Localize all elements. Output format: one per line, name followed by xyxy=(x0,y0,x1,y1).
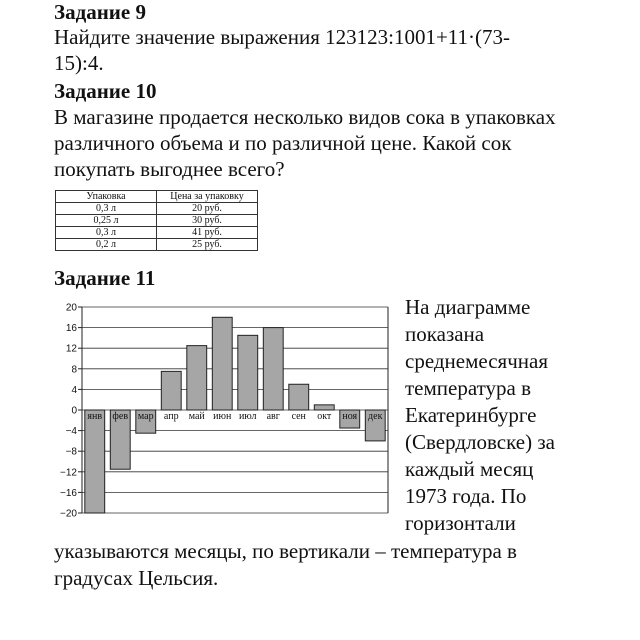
cell-price: 41 руб. xyxy=(157,227,258,239)
task11-line: На диаграмме xyxy=(405,295,531,319)
task11-line: температура в xyxy=(405,376,532,400)
y-tick-label: −20 xyxy=(60,508,77,520)
task11-line: (Свердловске) за xyxy=(405,430,555,454)
cell-price: 30 руб. xyxy=(157,215,258,227)
task11-line: указываются месяцы, по вертикали – температура в xyxy=(54,539,517,563)
task11-line: каждый месяц xyxy=(405,457,534,481)
temperature-bar-chart xyxy=(56,296,390,520)
table-header-row xyxy=(56,191,258,203)
y-tick-label: 16 xyxy=(65,323,77,335)
task9-text xyxy=(54,24,614,76)
x-tick-label: окт xyxy=(317,411,332,422)
y-tick-label: 12 xyxy=(65,343,77,355)
task9-heading: Задание 9 xyxy=(54,0,146,24)
y-tick-label: 8 xyxy=(71,364,77,376)
x-tick-label: фев xyxy=(112,411,129,422)
task11-line: среднемесячная xyxy=(405,349,549,373)
x-tick-label: дек xyxy=(368,411,383,422)
x-tick-label: авг xyxy=(266,411,280,422)
x-tick-label: апр xyxy=(163,411,179,422)
table-row xyxy=(56,215,258,227)
bar-авг xyxy=(263,328,283,410)
cell-volume: 0,3 л xyxy=(56,227,157,239)
task11-line: показана xyxy=(405,322,485,346)
header-price: Цена за упаковку xyxy=(157,191,258,203)
bar-окт xyxy=(314,405,334,410)
cell-volume: 0,25 л xyxy=(56,215,157,227)
x-tick-label: июл xyxy=(238,411,257,422)
bar-май xyxy=(187,346,207,410)
task11-tail-text xyxy=(54,538,517,592)
table-row xyxy=(56,203,258,215)
bar-апр xyxy=(161,371,181,410)
juice-price-table xyxy=(55,190,258,251)
task11-line: горизонтали xyxy=(405,511,516,535)
task11-line: Екатеринбурге xyxy=(405,403,537,427)
cell-price: 20 руб. xyxy=(157,203,258,215)
y-tick-label: −4 xyxy=(65,426,77,438)
header-package: Упаковка xyxy=(56,191,157,203)
y-tick-label: −16 xyxy=(60,487,77,499)
bar-июн xyxy=(212,317,232,410)
y-tick-label: 0 xyxy=(71,405,77,417)
task9-line: 15):4. xyxy=(54,51,104,75)
bar-июл xyxy=(238,335,258,410)
x-tick-label: май xyxy=(188,411,205,422)
task10-line: В магазине продается несколько видов сока в упаковках xyxy=(54,105,556,129)
x-tick-label: мар xyxy=(137,411,154,422)
task10-line: покупать выгоднее всего? xyxy=(54,157,285,181)
table-row xyxy=(56,239,258,251)
x-tick-label: янв xyxy=(87,411,103,422)
y-tick-label: 20 xyxy=(65,302,77,314)
x-tick-label: июн xyxy=(213,411,232,422)
task10-text xyxy=(54,104,614,182)
cell-price: 25 руб. xyxy=(157,239,258,251)
cell-volume: 0,2 л xyxy=(56,239,157,251)
y-tick-label: 4 xyxy=(71,384,77,396)
task10-heading: Задание 10 xyxy=(54,79,157,103)
task11-line: градусах Цельсия. xyxy=(54,566,219,590)
bar-сен xyxy=(289,384,309,410)
cell-volume: 0,3 л xyxy=(56,203,157,215)
task11-side-text xyxy=(405,294,555,537)
task11-line: 1973 года. По xyxy=(405,484,527,508)
y-tick-label: −8 xyxy=(65,446,77,458)
task10-line: различного объема и по различной цене. Какой сок xyxy=(54,131,512,155)
task9-line: Найдите значение выражения 123123:1001+11·(73- xyxy=(54,25,511,49)
x-tick-label: ноя xyxy=(342,411,358,422)
bar-янв xyxy=(85,410,105,513)
x-tick-label: сен xyxy=(291,411,306,422)
task11-heading: Задание 11 xyxy=(54,266,156,290)
y-tick-label: −12 xyxy=(60,467,77,479)
table-row xyxy=(56,227,258,239)
